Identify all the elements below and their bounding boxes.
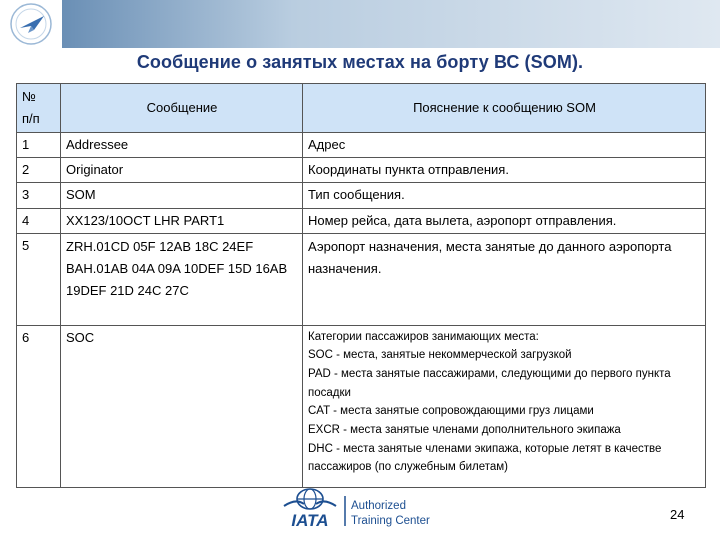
- row-explanation: Тип сообщения.: [303, 183, 706, 208]
- table-header-row: [17, 84, 706, 133]
- row-explanation: Адрес: [303, 133, 706, 158]
- page-title: Сообщение о занятых местах на борту ВС (SOM).: [136, 52, 584, 72]
- table-row: [17, 325, 706, 487]
- iata-atc-logo: [282, 486, 432, 530]
- som-table: [16, 83, 706, 488]
- table-row: [17, 208, 706, 233]
- row-num: 5: [17, 233, 61, 325]
- soc-category-line: DHC - места занятые членами экипажа, которые летят в качестве пассажиров (по служебным билетам): [308, 442, 662, 474]
- row-explanation: [303, 325, 706, 487]
- row-message: SOM: [61, 183, 303, 208]
- table-row: [17, 158, 706, 183]
- header-message-cell: Сообщение: [61, 84, 303, 133]
- soc-category-line: CAT - места занятые сопровождающими груз лицами: [308, 405, 594, 418]
- header-num-cell: № п/п: [17, 84, 61, 133]
- soc-category-line: EXCR - места занятые членами дополнительного экипажа: [308, 423, 621, 436]
- header-bar: [0, 0, 720, 48]
- page-number: 24: [670, 507, 685, 522]
- atc-line2: Training Center: [351, 515, 430, 527]
- row-explanation: Номер рейса, дата вылета, аэропорт отправления.: [303, 208, 706, 233]
- soc-category-line: SOC - места, занятые некоммерческой загрузкой: [308, 349, 572, 362]
- row-message: Addressee: [61, 133, 303, 158]
- row-explanation: Аэропорт назначения, места занятые до данного аэропорта назначения.: [303, 233, 706, 325]
- aviation-emblem-icon: [0, 0, 62, 48]
- row-message: Originator: [61, 158, 303, 183]
- row-num: 2: [17, 158, 61, 183]
- iata-logo-text: IATA: [291, 511, 329, 530]
- header-logo-box: [0, 0, 62, 48]
- atc-line1: Authorized: [351, 500, 406, 512]
- table-row: [17, 233, 706, 325]
- row-message: ZRH.01CD 05F 12AB 18C 24EF BAH.01AB 04A 09A 10DEF 15D 16AB 19DEF 21D 24C 27C: [61, 233, 303, 325]
- row-num: 6: [17, 325, 61, 487]
- soc-category-line: PAD - места занятые пассажирами, следующими до первого пункта посадки: [308, 368, 671, 399]
- row-message: SOC: [61, 325, 303, 487]
- iata-globe-icon: [284, 489, 336, 509]
- soc-category-line: Категории пассажиров занимающих места:: [308, 330, 539, 343]
- table-row: [17, 183, 706, 208]
- row-message: XX123/10OCT LHR PART1: [61, 208, 303, 233]
- row-num: 3: [17, 183, 61, 208]
- header-explanation-cell: Пояснение к сообщению SOM: [303, 84, 706, 133]
- table-row: [17, 133, 706, 158]
- row-num: 1: [17, 133, 61, 158]
- header-stripe: [62, 0, 720, 48]
- row-explanation: Координаты пункта отправления.: [303, 158, 706, 183]
- row-num: 4: [17, 208, 61, 233]
